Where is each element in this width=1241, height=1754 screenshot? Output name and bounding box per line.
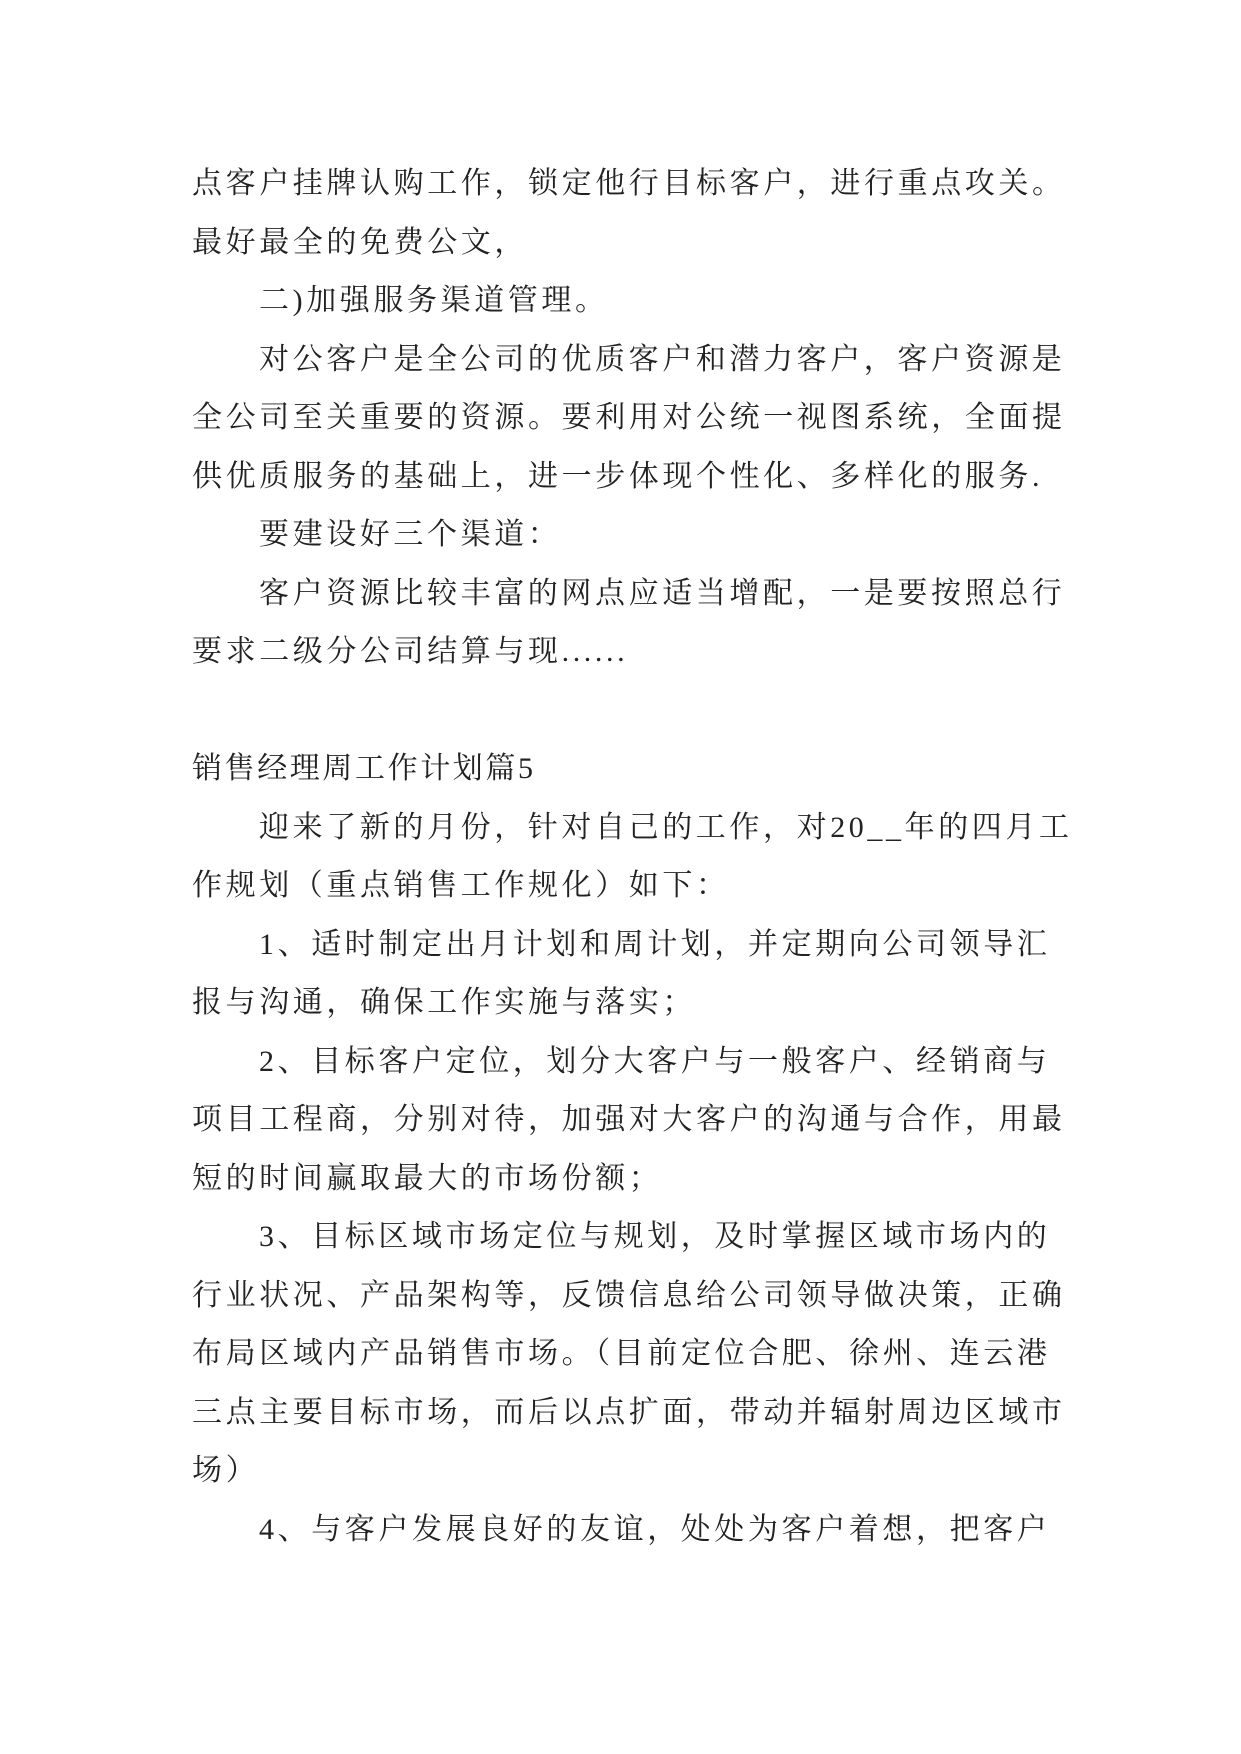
paragraph [192, 155, 1072, 272]
document-body [192, 155, 1072, 1559]
paragraph [192, 331, 1072, 507]
text-line: 三点主要目标市场，而后以点扩面，带动并辐射周边区域市 [192, 1395, 1066, 1429]
blank-line [192, 682, 1072, 741]
text-line: 2、目标客户定位，划分大客户与一般客户、经销商与 [259, 1044, 1051, 1078]
text-line: 作规划（重点销售工作规化）如下： [192, 869, 730, 902]
paragraph [192, 506, 1072, 565]
text-line: 客户资源比较丰富的网点应适当增配，一是要按照总行 [259, 576, 1066, 610]
paragraph [192, 272, 1072, 331]
list-item-paragraph [192, 1208, 1072, 1501]
text-line: 布局区域内产品销售市场。（目前定位合肥、徐州、连云港 [192, 1337, 1051, 1370]
text-line: 场） [192, 1454, 260, 1487]
list-item-paragraph [192, 1501, 1072, 1560]
text-line: 报与沟通，确保工作实施与落实； [192, 986, 696, 1019]
section-title: 销售经理周工作计划篇5 [192, 752, 536, 785]
text-line: 对公客户是全公司的优质客户和潜力客户，客户资源是 [259, 342, 1066, 376]
text-line: 3、目标区域市场定位与规划，及时掌握区域市场内的 [259, 1220, 1051, 1253]
text-line: 点客户挂牌认购工作，锁定他行目标客户，进行重点攻关。 [192, 167, 1066, 200]
text-line: 项目工程商，分别对待，加强对大客户的沟通与合作，用最 [192, 1103, 1066, 1136]
text-line: 全公司至关重要的资源。要利用对公统一视图系统，全面提 [192, 401, 1066, 434]
text-line: 迎来了新的月份，针对自己的工作，对20__年的四月工 [259, 810, 1073, 844]
text-line: 1、适时制定出月计划和周计划，并定期向公司领导汇 [259, 927, 1051, 961]
text-line: 最好最全的免费公文， [192, 225, 528, 259]
list-item-paragraph [192, 916, 1072, 1033]
text-line: 供优质服务的基础上，进一步体现个性化、多样化的服务. [192, 459, 1044, 493]
text-line: 行业状况、产品架构等，反馈信息给公司领导做决策，正确 [192, 1278, 1066, 1312]
text-line: 要建设好三个渠道： [259, 518, 562, 551]
list-item-paragraph [192, 1033, 1072, 1209]
text-line: 4、与客户发展良好的友谊，处处为客户着想，把客户 [259, 1512, 1051, 1546]
text-line: 短的时间赢取最大的市场份额； [192, 1161, 663, 1195]
text-line: 二)加强服务渠道管理。 [259, 284, 609, 317]
paragraph [192, 565, 1072, 682]
paragraph [192, 799, 1072, 916]
text-line: 要求二级分公司结算与现...... [192, 635, 629, 668]
